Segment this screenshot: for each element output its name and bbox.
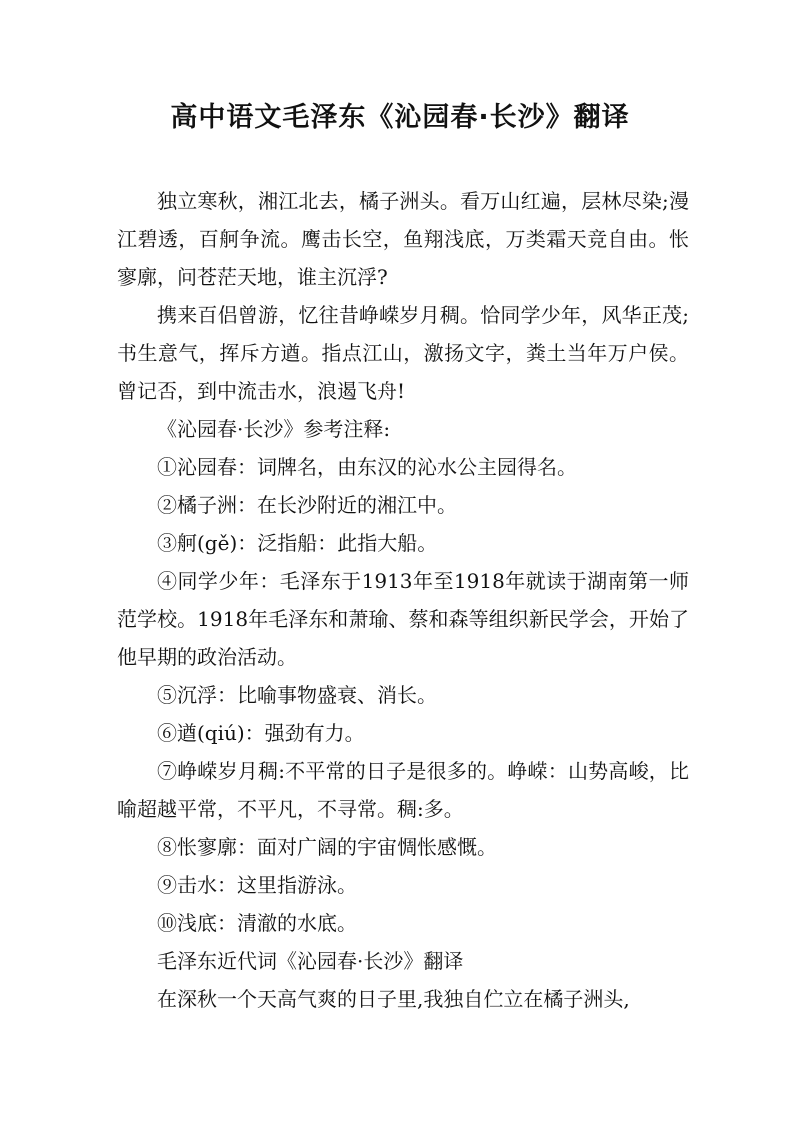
- note-10: ⑩浅底：清澈的水底。: [157, 911, 357, 935]
- note-1: ①沁园春：词牌名，由东汉的沁水公主园得名。: [157, 455, 577, 479]
- note-9: ⑨击水：这里指游泳。: [157, 873, 357, 897]
- notes-heading: 《沁园春·长沙》参考注释:: [157, 417, 391, 441]
- note-4: ④同学少年：毛泽东于1913年至1918年就读于湖南第一师范学校。1918年毛泽东和萧瑜、蔡和森等组织新民学会，开始了他早期的政治活动。: [117, 569, 689, 669]
- note-8: ⑧怅寥廓：面对广阔的宇宙惆怅感慨。: [157, 835, 497, 859]
- poem-stanza-1: 独立寒秋，湘江北去，橘子洲头。看万山红遍，层林尽染;漫江碧透，百舸争流。鹰击长空，鱼翔浅底，万类霜天竞自由。怅寥廓，问苍茫天地，谁主沉浮?: [117, 189, 689, 289]
- translation-heading: 毛泽东近代词《沁园春·长沙》翻译: [157, 949, 464, 973]
- note-3: ③舸(gě)：泛指船：此指大船。: [157, 531, 438, 555]
- note-5: ⑤沉浮：比喻事物盛衰、消长。: [157, 683, 437, 707]
- poem-stanza-2: 携来百侣曾游，忆往昔峥嵘岁月稠。恰同学少年，风华正茂;书生意气，挥斥方遒。指点江山，激扬文字，粪土当年万户侯。曾记否，到中流击水，浪遏飞舟!: [117, 303, 689, 403]
- document-title: 高中语文毛泽东《沁园春·长沙》翻译: [170, 102, 630, 133]
- note-2: ②橘子洲：在长沙附近的湘江中。: [157, 493, 457, 517]
- translation-paragraph: 在深秋一个天高气爽的日子里,我独自伫立在橘子洲头,: [157, 987, 630, 1011]
- note-7: ⑦峥嵘岁月稠:不平常的日子是很多的。峥嵘：山势高峻，比喻超越平常，不平凡，不寻常。稠:多。: [117, 759, 689, 821]
- note-6: ⑥遒(qiú)：强劲有力。: [157, 721, 365, 745]
- document-body: [117, 182, 689, 1018]
